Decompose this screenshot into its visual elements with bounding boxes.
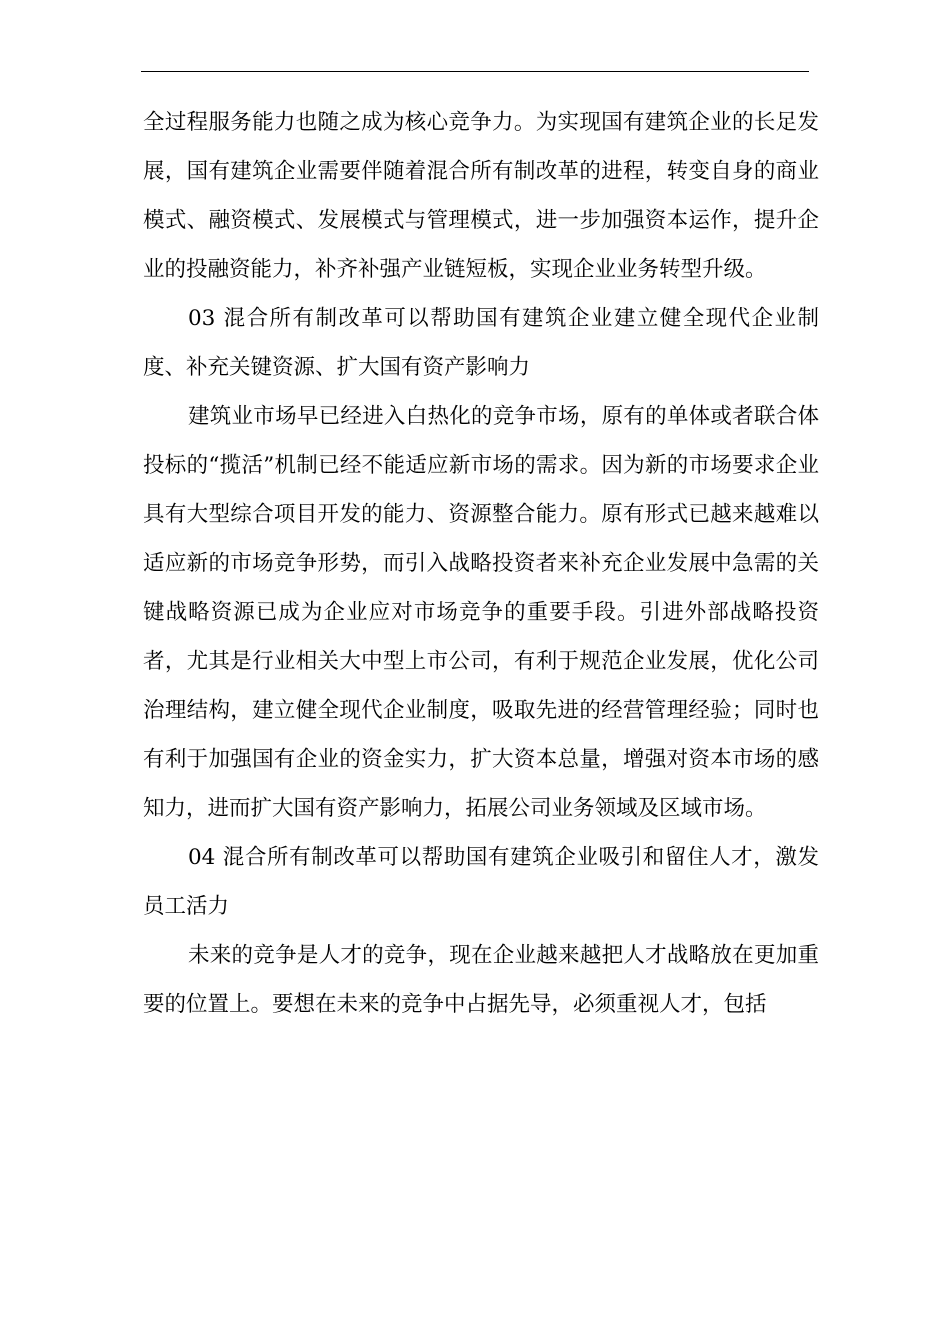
section-heading-04: 04 混合所有制改革可以帮助国有建筑企业吸引和留住人才，激发员工活力	[143, 845, 819, 919]
paragraph-strategic-investors: 建筑业市场早已经进入白热化的竞争市场，原有的单体或者联合体投标的“揽活”机制已经不能适应新市场的需求。因为新的市场要求企业具有大型综合项目开发的能力、资源整合能力。原有形式已越来越难以适应新的市场竞争形势，而引入战略投资者来补充企业发展中急需的关键战略资源已成为企业应对市场竞争的重要手段。引进外部战略投资者，尤其是行业相关大中型上市公司，有利于规范企业发展，优化公司治理结构，建立健全现代企业制度，吸取先进的经营管理经验；同时也有利于加强国有企业的资金实力，扩大资本总量，增强对资本市场的感知力，进而扩大国有资产影响力，拓展公司业务领域及区域市场。	[143, 404, 819, 821]
header-rule	[141, 71, 809, 72]
paragraph-talent: 未来的竞争是人才的竞争，现在企业越来越把人才战略放在更加重要的位置上。要想在未来的竞争中占据先导，必须重视人才，包括	[143, 943, 819, 1017]
document-body	[143, 98, 819, 1029]
section-heading-03: 03 混合所有制改革可以帮助国有建筑企业建立健全现代企业制度、补充关键资源、扩大国有资产影响力	[143, 306, 819, 380]
paragraph-continuation: 全过程服务能力也随之成为核心竞争力。为实现国有建筑企业的长足发展，国有建筑企业需要伴随着混合所有制改革的进程，转变自身的商业模式、融资模式、发展模式与管理模式，进一步加强资本运作，提升企业的投融资能力，补齐补强产业链短板，实现企业业务转型升级。	[143, 110, 819, 282]
